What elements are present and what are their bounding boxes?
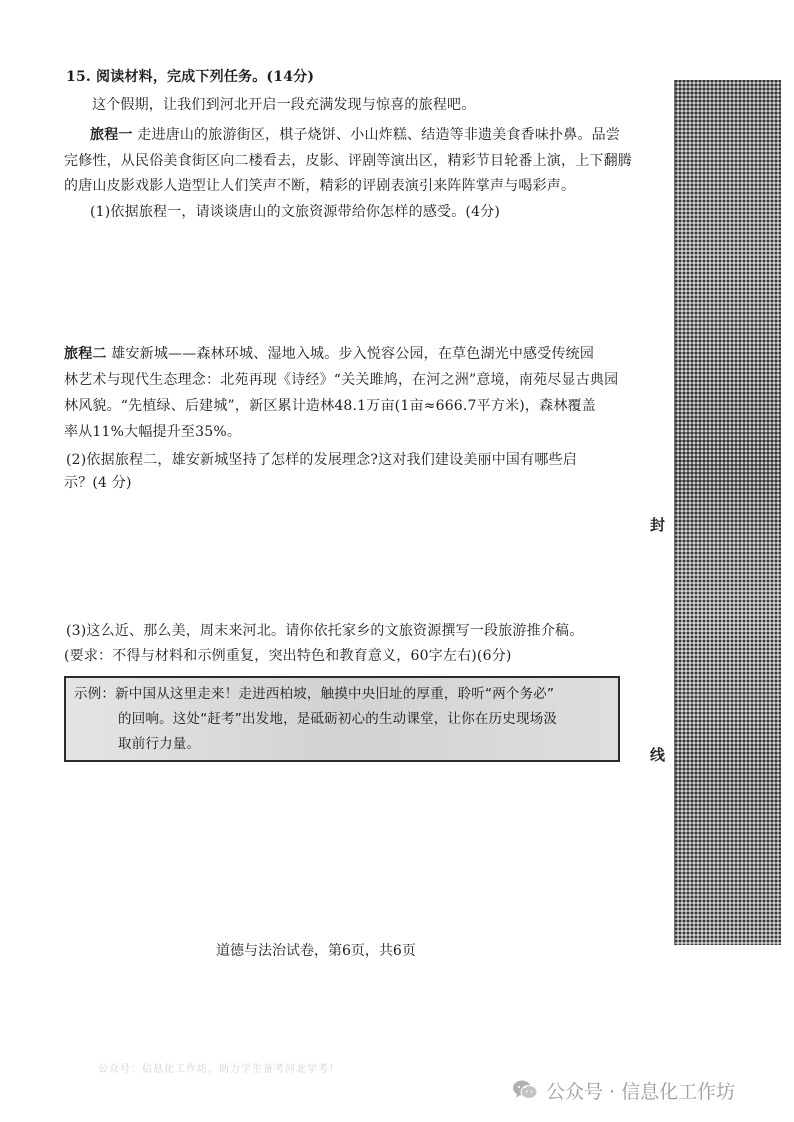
page-footer: 道德与法治试卷，第6页，共6页 — [216, 943, 416, 959]
journey2-text-1: 雄安新城——森林环城、湿地入城。步入悦容公园，在草色湖光中感受传统园 — [106, 346, 595, 362]
journey2-line-3: 林风貌。“先植绿、后建城”，新区累计造林48.1万亩(1亩≈666.7平方米)，森林覆盖 — [64, 398, 596, 414]
watermark-right — [512, 1077, 735, 1103]
watermark-left: 公众号：信息化工作坊，助力学生备考河北学考！ — [98, 1064, 340, 1075]
seal-char-feng: 封 — [650, 516, 666, 534]
question-intro: 这个假期，让我们到河北开启一段充满发现与惊喜的旅程吧。 — [92, 97, 476, 113]
wechat-icon — [512, 1079, 538, 1101]
journey1-line-1 — [90, 126, 620, 144]
task-3-line-2: (要求：不得与材料和示例重复，突出特色和教育意义，60字左右)(6分) — [64, 648, 512, 664]
sealed-binding-strip — [674, 80, 781, 945]
seal-char-xian: 线 — [650, 746, 666, 764]
journey2-line-1 — [64, 345, 594, 363]
journey1-line-2: 完修性，从民俗美食街区向二楼看去，皮影、评剧等演出区，精彩节目轮番上演，上下翻腾 — [64, 153, 632, 169]
task-3-line-1: (3)这么近、那么美，周末来河北。请你依托家乡的文旅资源撰写一段旅游推介稿。 — [66, 623, 584, 639]
example-box — [64, 676, 620, 762]
journey1-label: 旅程一 — [90, 127, 133, 143]
journey1-line-3: 的唐山皮影戏影人造型让人们笑声不断，精彩的评剧表演引来阵阵掌声与喝彩声。 — [64, 178, 576, 194]
journey2-line-2: 林艺术与现代生态理念：北苑再现《诗经》“关关雎鸠，在河之洲”意境，南苑尽显古典园 — [64, 372, 619, 388]
question-heading: 15. 阅读材料，完成下列任务。(14分) — [66, 69, 315, 85]
example-line-3: 取前行力量。 — [118, 736, 201, 752]
journey2-line-4: 率从11%大幅提升至35%。 — [64, 424, 242, 440]
task-1: (1)依据旅程一，请谈谈唐山的文旅资源带给你怎样的感受。(4分) — [90, 204, 501, 220]
task-2-line-1: (2)依据旅程二，雄安新城坚持了怎样的发展理念?这对我们建设美丽中国有哪些启 — [66, 452, 577, 468]
example-line-2: 的回响。这处“赶考”出发地，是砥砺初心的生动课堂，让你在历史现场汲 — [118, 711, 558, 727]
task-2-line-2: 示？(4 分) — [64, 475, 132, 491]
journey1-text-1: 走进唐山的旅游街区，棋子烧饼、小山炸糕、结造等非遗美食香味扑鼻。品尝 — [132, 127, 621, 143]
example-line-1: 示例：新中国从这里走来！走进西柏坡，触摸中央旧址的厚重，聆听“两个务必” — [74, 686, 555, 702]
watermark-right-text: 公众号 · 信息化工作坊 — [546, 1080, 736, 1103]
journey2-label: 旅程二 — [64, 346, 107, 362]
